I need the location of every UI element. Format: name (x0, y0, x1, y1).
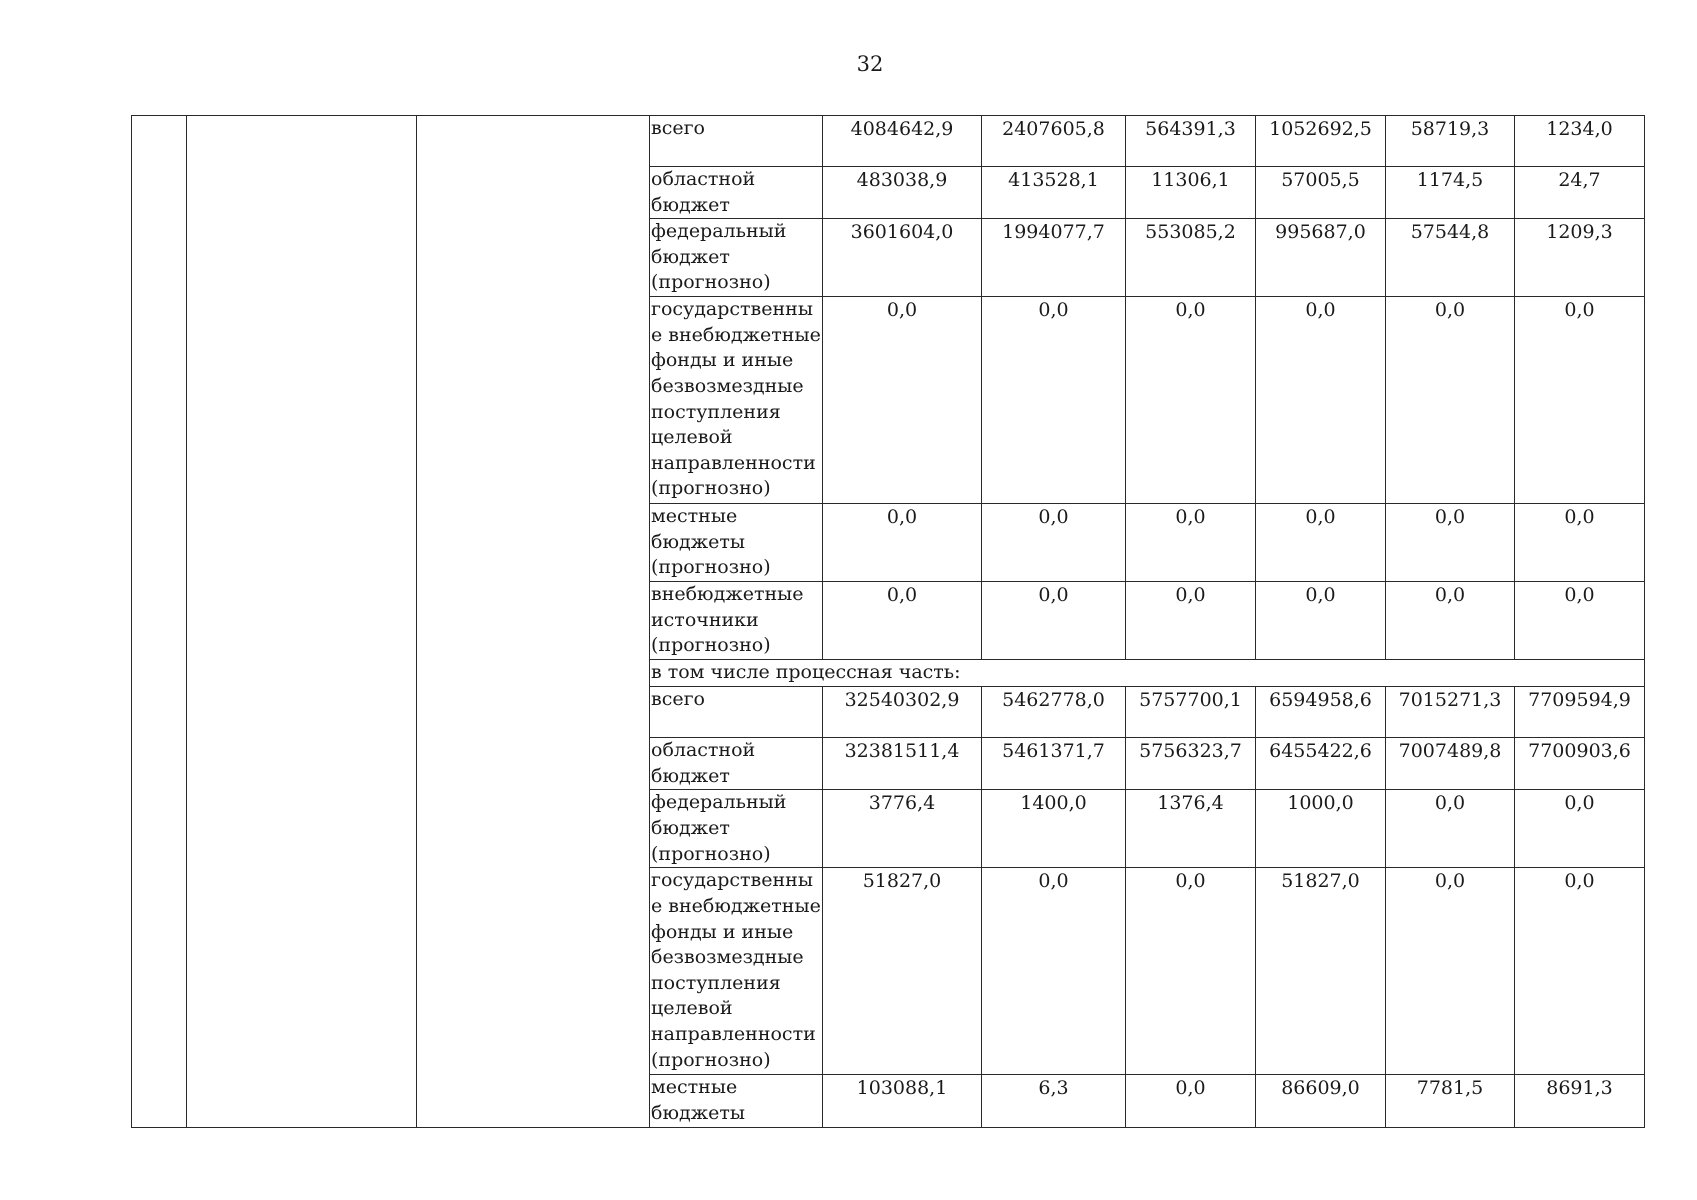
value-cell: 5461371,7 (982, 738, 1126, 790)
value-cell: 0,0 (1256, 582, 1386, 660)
value-cell: 0,0 (1126, 582, 1256, 660)
value-cell: 24,7 (1515, 167, 1645, 219)
value-cell: 3776,4 (823, 790, 982, 868)
funding-source-label: федеральный бюджет (прогнозно) (650, 790, 823, 868)
value-cell: 51827,0 (823, 868, 982, 1075)
budget-table (131, 115, 1645, 1128)
value-cell: 0,0 (982, 582, 1126, 660)
value-cell: 1400,0 (982, 790, 1126, 868)
value-cell: 0,0 (1126, 504, 1256, 582)
value-cell: 7781,5 (1386, 1075, 1515, 1127)
value-cell: 57544,8 (1386, 219, 1515, 297)
value-cell: 0,0 (1515, 868, 1645, 1075)
value-cell: 3601604,0 (823, 219, 982, 297)
value-cell: 5756323,7 (1126, 738, 1256, 790)
table-row (132, 116, 1645, 167)
value-cell: 0,0 (1386, 582, 1515, 660)
value-cell: 58719,3 (1386, 116, 1515, 167)
value-cell: 1174,5 (1386, 167, 1515, 219)
value-cell: 32381511,4 (823, 738, 982, 790)
funding-source-label: всего (650, 687, 823, 738)
value-cell: 995687,0 (1256, 219, 1386, 297)
value-cell: 1376,4 (1126, 790, 1256, 868)
value-cell: 7007489,8 (1386, 738, 1515, 790)
value-cell: 7700903,6 (1515, 738, 1645, 790)
value-cell: 0,0 (1386, 504, 1515, 582)
value-cell: 86609,0 (1256, 1075, 1386, 1127)
value-cell: 0,0 (1126, 1075, 1256, 1127)
value-cell: 2407605,8 (982, 116, 1126, 167)
empty-column-1 (132, 116, 187, 1128)
funding-source-label: местные бюджеты (650, 1075, 823, 1127)
value-cell: 0,0 (982, 297, 1126, 504)
value-cell: 0,0 (982, 504, 1126, 582)
value-cell: 0,0 (1386, 868, 1515, 1075)
value-cell: 0,0 (1386, 297, 1515, 504)
funding-source-label: внебюджетные источники (прогнозно) (650, 582, 823, 660)
value-cell: 0,0 (982, 868, 1126, 1075)
value-cell: 0,0 (1386, 790, 1515, 868)
value-cell: 4084642,9 (823, 116, 982, 167)
value-cell: 0,0 (1515, 504, 1645, 582)
funding-source-label: всего (650, 116, 823, 167)
funding-source-label: государственные внебюджетные фонды и иные безвозмездные поступления целевой направленности (прогнозно) (650, 868, 823, 1075)
table-body (132, 116, 1645, 1128)
value-cell: 5757700,1 (1126, 687, 1256, 738)
value-cell: 11306,1 (1126, 167, 1256, 219)
funding-source-label: областной бюджет (650, 738, 823, 790)
value-cell: 51827,0 (1256, 868, 1386, 1075)
value-cell: 5462778,0 (982, 687, 1126, 738)
value-cell: 0,0 (1515, 790, 1645, 868)
value-cell: 7015271,3 (1386, 687, 1515, 738)
value-cell: 6,3 (982, 1075, 1126, 1127)
value-cell: 0,0 (1515, 297, 1645, 504)
funding-source-label: государственные внебюджетные фонды и иные безвозмездные поступления целевой направленности (прогнозно) (650, 297, 823, 504)
empty-column-3 (417, 116, 650, 1128)
value-cell: 1234,0 (1515, 116, 1645, 167)
value-cell: 6455422,6 (1256, 738, 1386, 790)
value-cell: 0,0 (823, 582, 982, 660)
page-number: 32 (856, 52, 884, 76)
value-cell: 483038,9 (823, 167, 982, 219)
value-cell: 0,0 (823, 297, 982, 504)
value-cell: 0,0 (1126, 868, 1256, 1075)
value-cell: 1052692,5 (1256, 116, 1386, 167)
value-cell: 0,0 (1256, 504, 1386, 582)
section-label: в том числе процессная часть: (650, 660, 1645, 687)
value-cell: 413528,1 (982, 167, 1126, 219)
value-cell: 6594958,6 (1256, 687, 1386, 738)
value-cell: 57005,5 (1256, 167, 1386, 219)
value-cell: 8691,3 (1515, 1075, 1645, 1127)
value-cell: 0,0 (1515, 582, 1645, 660)
value-cell: 564391,3 (1126, 116, 1256, 167)
funding-source-label: федеральный бюджет (прогнозно) (650, 219, 823, 297)
funding-source-label: областной бюджет (650, 167, 823, 219)
value-cell: 0,0 (823, 504, 982, 582)
value-cell: 32540302,9 (823, 687, 982, 738)
empty-column-2 (187, 116, 417, 1128)
value-cell: 7709594,9 (1515, 687, 1645, 738)
funding-source-label: местные бюджеты (прогнозно) (650, 504, 823, 582)
value-cell: 103088,1 (823, 1075, 982, 1127)
value-cell: 1000,0 (1256, 790, 1386, 868)
value-cell: 0,0 (1256, 297, 1386, 504)
value-cell: 553085,2 (1126, 219, 1256, 297)
value-cell: 1994077,7 (982, 219, 1126, 297)
value-cell: 1209,3 (1515, 219, 1645, 297)
value-cell: 0,0 (1126, 297, 1256, 504)
